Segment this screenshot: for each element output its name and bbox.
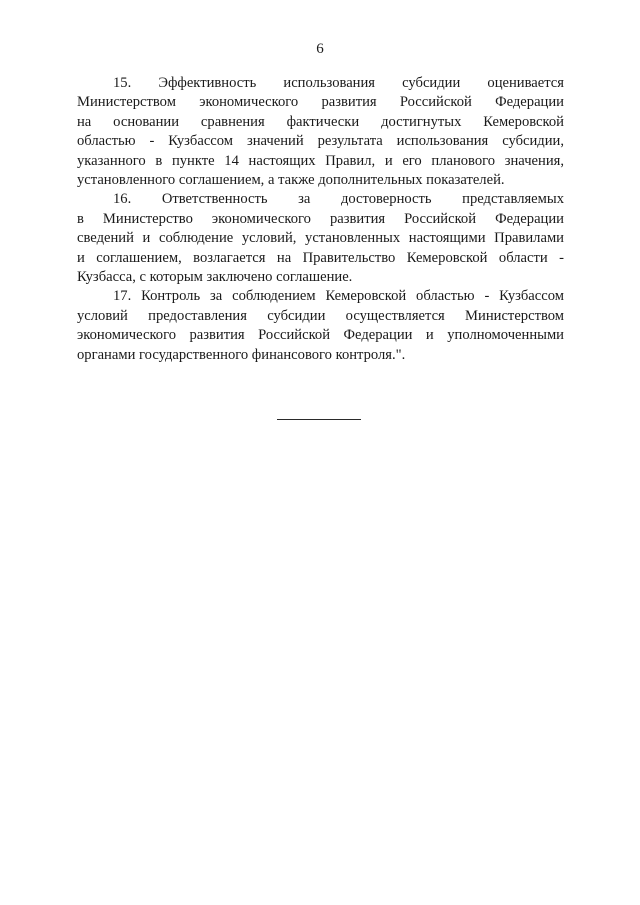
- text-line: сведений и соблюдение условий, установленных настоящими Правилами: [77, 230, 564, 247]
- text-line: Министерством экономического развития Российской Федерации: [77, 94, 564, 111]
- document-body: [77, 74, 564, 365]
- text-line: областью - Кузбассом значений результата использования субсидии,: [77, 133, 564, 150]
- end-of-document-rule: [277, 419, 361, 420]
- text-line: Кузбасса, с которым заключено соглашение.: [77, 269, 353, 286]
- text-line: и соглашением, возлагается на Правительство Кемеровской области -: [77, 249, 564, 266]
- text-line: указанного в пункте 14 настоящих Правил, и его планового значения,: [77, 152, 564, 169]
- text-line: 16. Ответственность за достоверность представляемых: [113, 191, 564, 208]
- text-line: 15. Эффективность использования субсидии оценивается: [113, 75, 564, 91]
- text-line: органами государственного финансового контроля.".: [77, 346, 406, 363]
- text-line: в Министерство экономического развития Российской Федерации: [77, 210, 564, 227]
- page-number: 6: [316, 41, 324, 57]
- paragraph-16: [77, 190, 564, 287]
- text-line: 17. Контроль за соблюдением Кемеровской областью - Кузбассом: [113, 288, 564, 305]
- text-line: экономического развития Российской Федерации и уполномоченными: [77, 327, 564, 344]
- text-line: установленного соглашением, а также дополнительных показателей.: [77, 172, 505, 189]
- paragraph-15: [77, 74, 564, 190]
- paragraph-17: [77, 287, 564, 365]
- text-line: на основании сравнения фактически достигнутых Кемеровской: [77, 113, 564, 130]
- text-line: условий предоставления субсидии осуществляется Министерством: [77, 307, 564, 324]
